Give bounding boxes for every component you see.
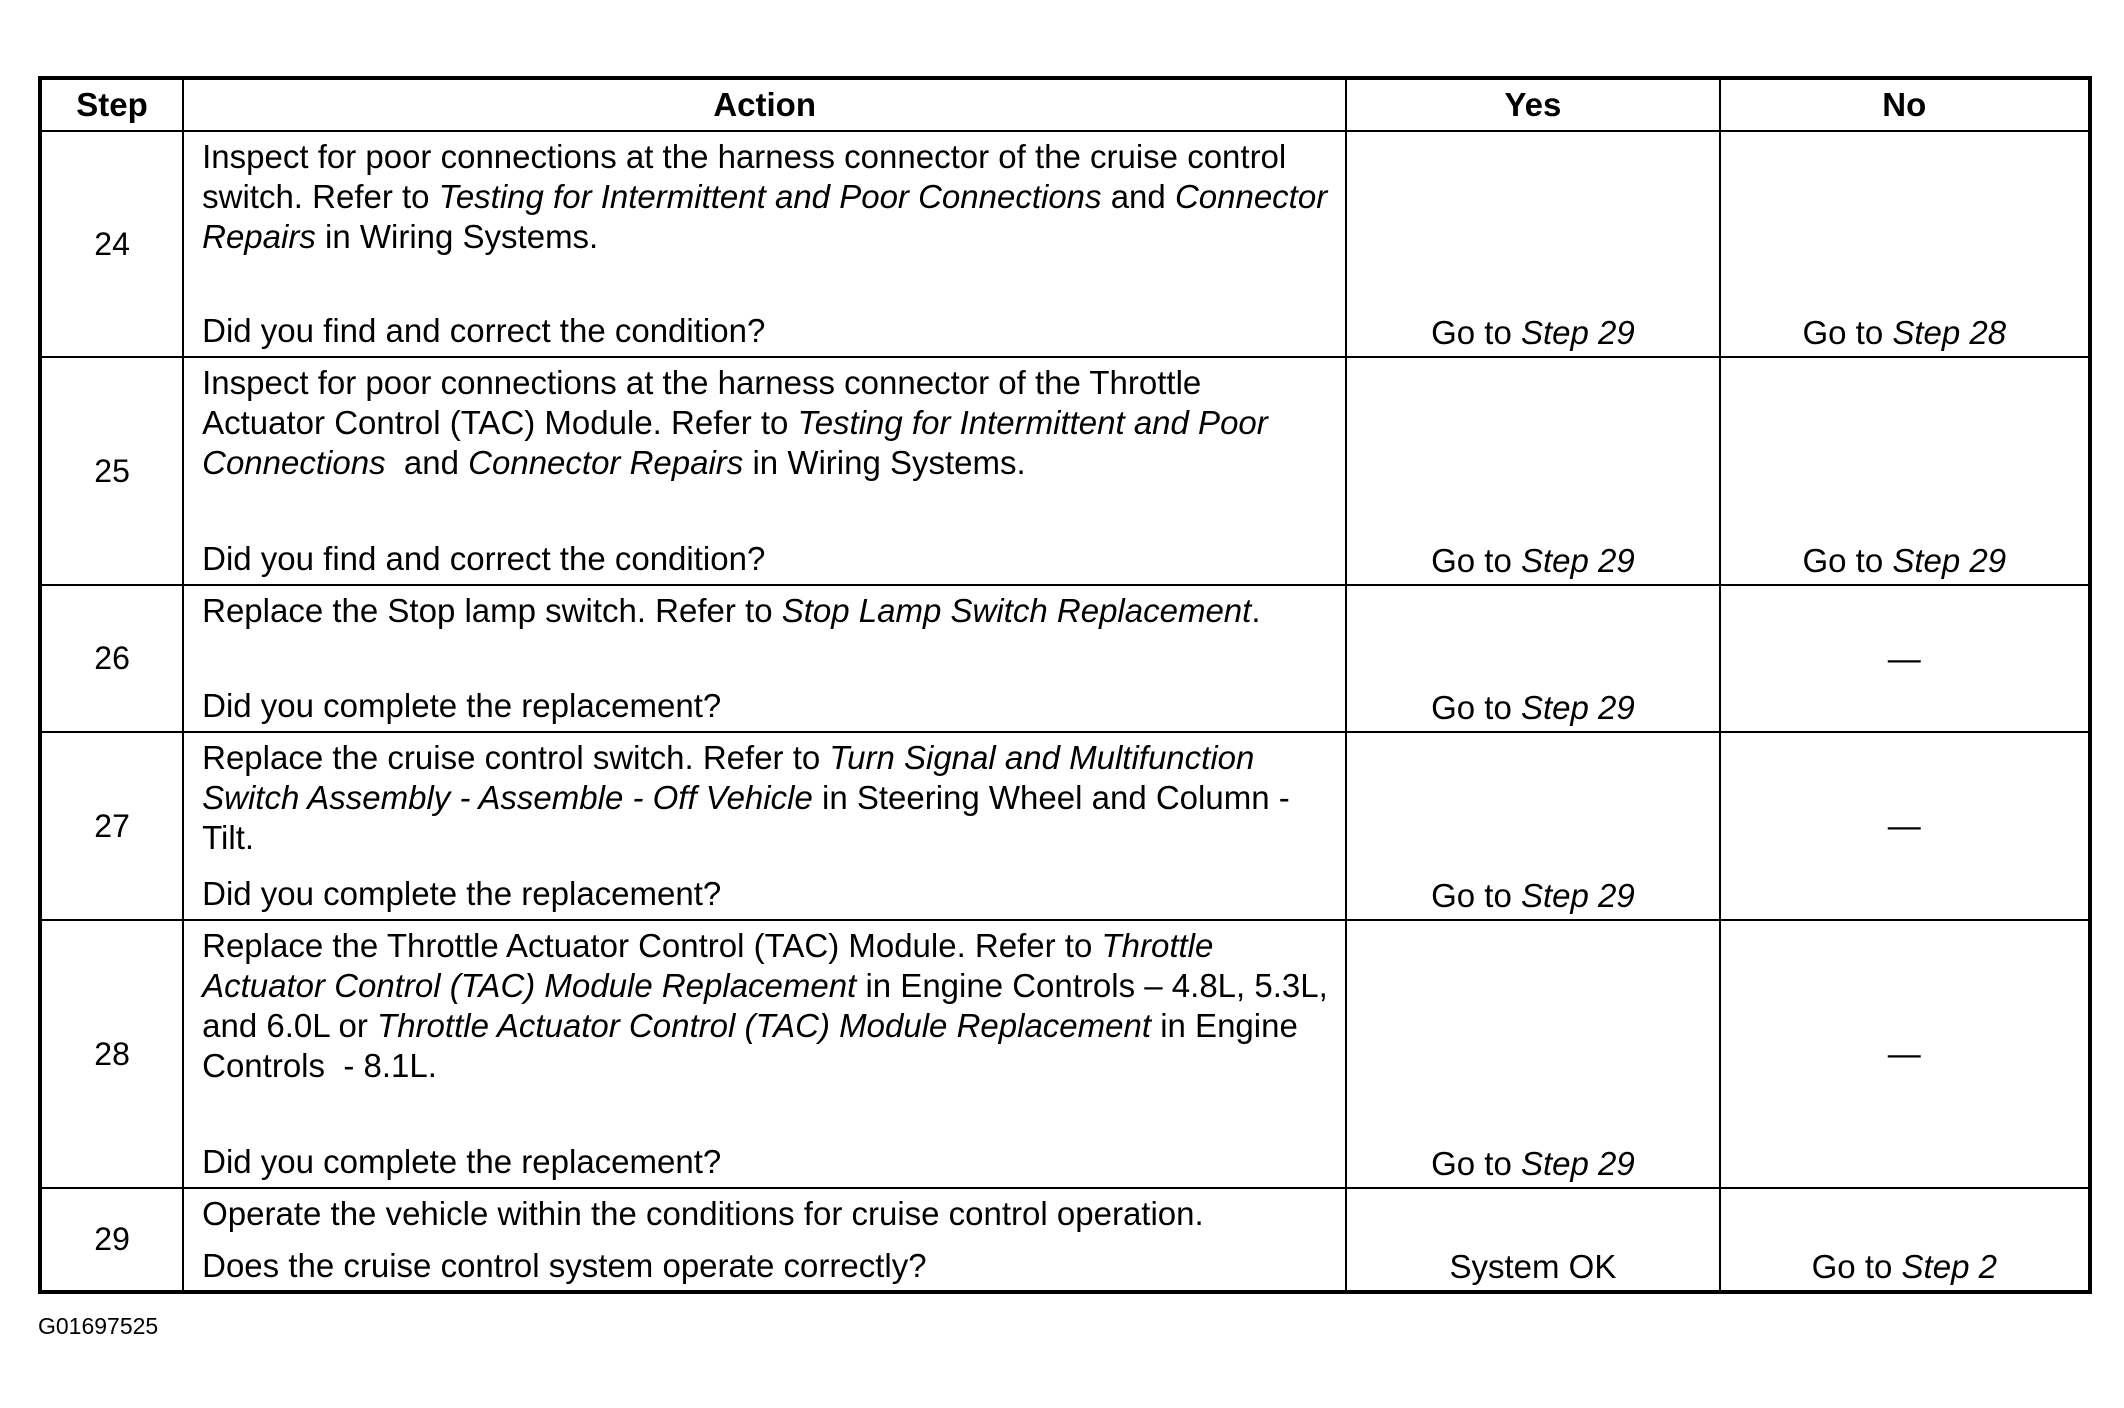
no-result [1720, 920, 2090, 1188]
action-instruction [202, 738, 1329, 858]
goto-step-link: Step 29 [1520, 1145, 1635, 1182]
reference-title: Connector Repairs [468, 444, 744, 481]
instruction-text: in Engine Controls – 4.8L, 5.3L, and 6.0L or [202, 967, 1337, 1044]
instruction-text: in Wiring Systems. [315, 218, 599, 255]
reference-title: Turn Signal and Multifunction Switch Assembly - Assemble - Off Vehicle [202, 739, 1264, 816]
goto-step-link: Step 29 [1520, 877, 1635, 914]
goto-prefix: Go to [1431, 689, 1521, 726]
goto-step-link: Step 29 [1520, 542, 1635, 579]
no-result [1720, 357, 2090, 585]
action-cell [183, 585, 1346, 732]
instruction-text: Inspect for poor connections at the harness connector of the cruise control switch. Refer to [202, 138, 1296, 215]
action-instruction [202, 137, 1337, 257]
goto-prefix: Go to [1431, 542, 1521, 579]
instruction-text: in Wiring Systems. [743, 444, 1026, 481]
no-result [1720, 131, 2090, 357]
goto-step-link: Step 29 [1892, 542, 2007, 579]
yes-result [1346, 920, 1719, 1188]
action-content [202, 734, 1329, 918]
goto-step-link: Step 28 [1892, 314, 2007, 351]
action-instruction [202, 1194, 1329, 1234]
yes-result [1346, 131, 1719, 357]
reference-title: Stop Lamp Switch Replacement [781, 592, 1252, 629]
reference-title: Testing for Intermittent and Poor Connections [438, 178, 1102, 215]
header-no: No [1720, 78, 2090, 131]
step-number: 29 [40, 1188, 183, 1292]
instruction-text: Replace the Stop lamp switch. Refer to [202, 592, 782, 629]
action-question: Did you complete the replacement? [202, 875, 722, 912]
reference-title: Connector Repairs [202, 178, 1337, 255]
action-instruction [202, 363, 1329, 483]
action-cell [183, 920, 1346, 1188]
goto-step-link: Step 2 [1901, 1248, 1997, 1285]
table-row [40, 920, 2090, 1188]
action-content [202, 587, 1329, 730]
reference-title: Testing for Intermittent and Poor Connections [202, 404, 1277, 481]
instruction-text: Replace the Throttle Actuator Control (TAC) Module. Refer to [202, 927, 1102, 964]
action-instruction [202, 591, 1329, 631]
yes-result [1346, 1188, 1719, 1292]
goto-prefix: Go to [1802, 314, 1893, 351]
instruction-text: in Steering Wheel and Column - Tilt. [202, 779, 1299, 856]
diagnostic-table [38, 76, 2092, 1294]
reference-title: Throttle Actuator Control (TAC) Module Replacement [202, 927, 1222, 1004]
instruction-text: and [1101, 178, 1175, 215]
instruction-text: . [1251, 592, 1261, 629]
step-number: 28 [40, 920, 183, 1188]
reference-title: Throttle Actuator Control (TAC) Module Replacement [377, 1007, 1152, 1044]
goto-prefix: Go to [1431, 1145, 1521, 1182]
table-row [40, 585, 2090, 732]
yes-result [1346, 357, 1719, 585]
header-action: Action [183, 78, 1346, 131]
action-question: Did you complete the replacement? [202, 1143, 722, 1180]
goto-prefix: Go to [1802, 542, 1893, 579]
action-question: Did you complete the replacement? [202, 687, 722, 724]
action-content [202, 922, 1337, 1186]
goto-prefix: Go to [1431, 314, 1521, 351]
step-number: 27 [40, 732, 183, 920]
not-applicable-dash: — [1887, 639, 1921, 677]
header-yes: Yes [1346, 78, 1719, 131]
not-applicable-dash: — [1887, 807, 1921, 844]
table-body [40, 131, 2090, 1292]
step-number: 24 [40, 131, 183, 357]
instruction-text: Replace the cruise control switch. Refer to [202, 739, 830, 776]
instruction-text: Inspect for poor connections at the harness connector of the Throttle Actuator Control (TAC) Module. Refer to [202, 364, 1209, 441]
header-step: Step [40, 78, 183, 131]
action-question: Did you find and correct the condition? [202, 312, 766, 349]
yes-result [1346, 732, 1719, 920]
yes-result [1346, 585, 1719, 732]
no-result [1720, 585, 2090, 732]
goto-step-link: Step 29 [1520, 314, 1635, 351]
action-question: Did you find and correct the condition? [202, 540, 766, 577]
goto-prefix: Go to [1431, 877, 1521, 914]
action-cell [183, 732, 1346, 920]
table-row [40, 1188, 2090, 1292]
figure-id: G01697525 [38, 1313, 159, 1339]
table-header-row [40, 78, 2090, 131]
step-number: 25 [40, 357, 183, 585]
action-question: Does the cruise control system operate correctly? [202, 1246, 927, 1284]
result-text: System OK [1449, 1248, 1617, 1285]
action-content [202, 359, 1329, 583]
goto-step-link: Step 29 [1520, 689, 1635, 726]
goto-prefix: Go to [1811, 1248, 1902, 1285]
action-instruction [202, 926, 1337, 1086]
table-row [40, 131, 2090, 357]
table-row [40, 357, 2090, 585]
instruction-text: and [385, 444, 469, 481]
step-number: 26 [40, 585, 183, 732]
not-applicable-dash: — [1887, 1035, 1921, 1072]
action-cell [183, 357, 1346, 585]
action-cell [183, 1188, 1346, 1292]
no-result [1720, 732, 2090, 920]
action-content [202, 133, 1337, 355]
table-row [40, 732, 2090, 920]
action-content [202, 1190, 1329, 1290]
no-result [1720, 1188, 2090, 1292]
action-cell [183, 131, 1346, 357]
instruction-text: in Engine Controls - 8.1L. [202, 1007, 1307, 1084]
instruction-text: Operate the vehicle within the conditions for cruise control operation. [202, 1194, 1204, 1232]
